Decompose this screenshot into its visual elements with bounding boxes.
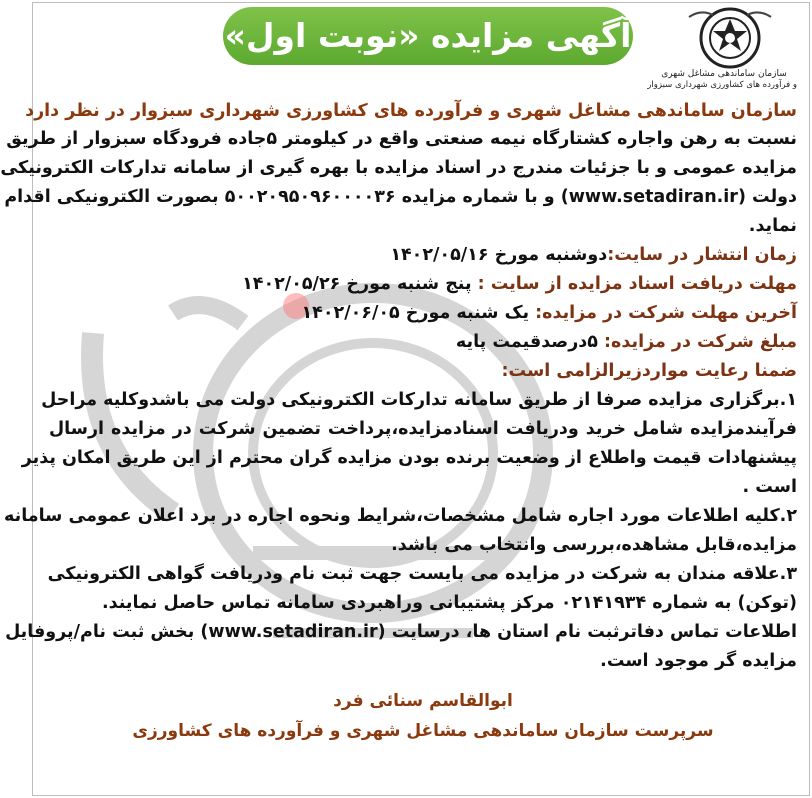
notice-body [0, 97, 797, 746]
page-title: آگهی مزایده «نوبت اول» [223, 7, 633, 65]
document-deadline-value: پنج شنبه مورخ ۱۴۰۲/۰۵/۲۶ [242, 274, 472, 294]
signatory-title: سرپرست سازمان ساماندهی مشاغل شهری و فرآورده های کشاورزی [132, 721, 714, 741]
organization-heading: سازمان ساماندهی مشاغل شهری و فرآورده های کشاورزی شهرداری سبزوار در نظر دارد [25, 101, 797, 121]
intro-line: دولت (www.setadiran.ir) و با شماره مزایده ۵۰۰۲۰۹۵۰۹۶۰۰۰۰۳۶ بصورت الکترونیکی اقدام [4, 187, 797, 207]
requirement-line: مزایده گر موجود است. [600, 651, 797, 671]
requirement-line: پیشنهادات قیمت واطلاع از وضعیت برنده بودن مزایده گران محترم از این طریق امکان پذیر [21, 448, 797, 468]
header [33, 3, 809, 93]
requirement-line: ۲.کلیه اطلاعات مورد اجاره شامل مشخصات،شرایط ونحوه اجاره در برد اعلان عمومی سامانه [4, 506, 797, 526]
requirement-line: اطلاعات تماس دفاترثبت نام استان ها، درسایت (www.setadiran.ir) بخش ثبت نام/پروفایل [5, 622, 797, 642]
requirement-line: (توکن) به شماره ۰۲۱۴۱۹۳۴ مرکز پشتیبانی وراهبردی سامانه تماس حاصل نمایند. [102, 593, 797, 613]
requirement-line: ۳.علاقه مندان به شرکت در مزایده می بایست جهت ثبت نام ودریافت گواهی الکترونیکی [47, 564, 797, 584]
participation-fee-row [49, 328, 797, 357]
advertisement-page [0, 2, 810, 796]
intro-line: نماید. [748, 216, 797, 236]
requirement-line: ۱.برگزاری مزایده صرفا از طریق سامانه تدارکات الکترونیکی دولت می باشدوکلیه مراحل [41, 390, 797, 410]
requirement-line: مزایده،قابل مشاهده،بررسی وانتخاب می باشد. [391, 535, 797, 555]
participation-deadline-label: آخرین مهلت شرکت در مزایده: [529, 303, 797, 323]
intro-line: نسبت به رهن واجاره کشتارگاه نیمه صنعتی واقع در کیلومتر ۵جاده فرودگاه سبزوار از طریق [6, 129, 797, 149]
participation-deadline-value: یک شنبه مورخ ۱۴۰۲/۰۶/۰۵ [301, 303, 530, 323]
signatory-name: ابوالقاسم سنائی فرد [333, 691, 513, 711]
requirement-line: است . [742, 477, 797, 497]
document-deadline-label: مهلت دریافت اسناد مزایده از سایت : [471, 274, 797, 294]
organization-logo [647, 5, 801, 91]
logo-text-line2: و فرآورده های کشاورزی شهرداری سبزوار [647, 80, 797, 90]
intro-line: مزایده عمومی و با جزئیات مندرج در اسناد مزایده با بهره گیری از سامانه تدارکات الکترونیکی [0, 158, 797, 178]
participation-fee-value: ۵درصدقیمت پایه [455, 332, 598, 352]
municipality-emblem-icon [681, 7, 779, 69]
requirements-title: ضمنا رعایت مواردزیرالزامی است: [501, 361, 797, 381]
requirement-line: فرآیندمزایده شامل خرید ودریافت اسنادمزایده،پرداخت تضمین شرکت در مزایده ارسال [49, 419, 797, 439]
logo-text-line1: سازمان ساماندهی مشاغل شهری [661, 69, 787, 79]
publish-date-label: زمان انتشار در سایت: [607, 245, 797, 265]
participation-deadline-row [49, 299, 797, 328]
participation-fee-label: مبلغ شرکت در مزایده: [597, 332, 797, 352]
publish-date-row [49, 241, 797, 270]
publish-date-value: دوشنبه مورخ ۱۴۰۲/۰۵/۱۶ [390, 245, 608, 265]
document-deadline-row [49, 270, 797, 299]
